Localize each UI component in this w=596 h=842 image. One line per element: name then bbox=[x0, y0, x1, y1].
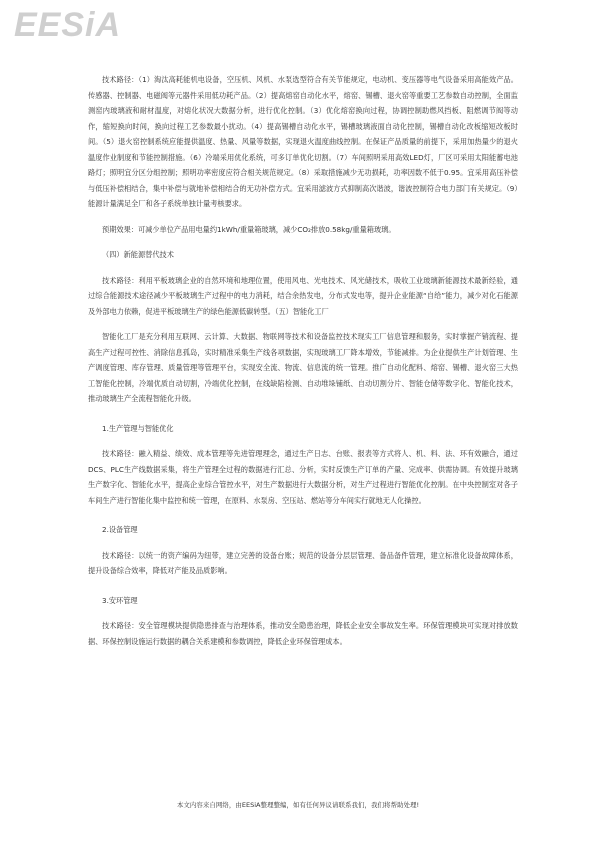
section-heading-new-energy: （四）新能源替代技术 bbox=[102, 250, 174, 259]
paragraph-production-management: 技术路径：融入精益、绩效、成本管理等先进管理理念，通过生产日志、台账、报表等方式将人、机、料、法、环有效融合，通过DCS、PLC生产线数据采集，将生产管理全过程的数据进行汇总、分析，实时反馈生产订单的产量、完成率、供需协调。有效提升玻璃生产数字化、智能化水平，提高企业综合管控水平，对生产数据进行大数据分析，对生产过程进行智能优化控制。在中央控制室对各子车间生产进行智能化集中监控和统一管理，在原料、水泵房、空压站、燃站等分车间实行就地无人化操控。 bbox=[88, 449, 518, 505]
paragraph-smart-factory: 智能化工厂是充分利用互联网、云计算、大数据、物联网等技术和设备监控技术现实工厂信息管理和服务，实时掌握产销流程、提高生产过程可控性、消除信息孤岛，实时精准采集生产线各项数据，实现玻璃工厂降本增效，节能减排。为企业提供生产计划管理、生产调度管理、库存管理、质量管理等管理平台，实现安全流、物流、信息流的统一管理。推广自动化配料、熔窑、锡槽、退火窑三大热工智能化控制，冷端优质自动切割，冷端优化控制，在线缺陷检测、自动堆垛铺纸、自动切割分片、智能仓储等数字化、智能化技术，推动玻璃生产全流程智能化升级。 bbox=[88, 332, 518, 403]
paragraph-expected-effect: 预期效果：可减少单位产品用电量约1kWh/重量箱玻璃，减少CO₂排放0.58kg/重量箱玻璃。 bbox=[102, 224, 396, 234]
section-heading-safety-environment: 3.安环管理 bbox=[102, 595, 138, 605]
paragraph-new-energy: 技术路径：利用平板玻璃企业的自然环境和地理位置，使用风电、光电技术、风光储技术，吸收工业玻璃新能源技术最新经验，通过综合能源技术途径减少平板玻璃生产过程中的电力消耗，结合余热发电，分布式发电等，提升企业能源“自给”能力，减少对化石能源及外部电力依赖，促进平板玻璃生产的绿色能源低碳转型。（五）智能化工厂 bbox=[88, 275, 518, 316]
paragraph-safety-environment: 技术路径：安全管理模块提供隐患排查与治理体系，推动安全隐患治理，降低企业安全事故发生率。环保管理模块可实现对排放数据、环保控制设施运行数据的耦合关系建模和参数调控，降低企业环保管理成本。 bbox=[88, 621, 518, 646]
eesia-logo: EESiA bbox=[14, 6, 122, 44]
footer-disclaimer: 本文内容来自网络，由EESiA整理整编，如有任何异议请联系我们，我们将帮助处理! bbox=[176, 801, 420, 809]
section-heading-production-management: 1.生产管理与智能优化 bbox=[102, 423, 174, 433]
section-heading-equipment-management: 2.设备管理 bbox=[102, 525, 138, 534]
paragraph-tech-path-electrical: 技术路径：（1）淘汰高耗能机电设备，空压机、风机、水泵选型符合有关节能规定，电动机、变压器等电气设备采用高能效产品。传感器、控制器、电磁阀等元器件采用低功耗产品。（2）提高熔窑自动化水平，熔窑、锡槽、退火窑等重要工艺参数自动控制，全面监测窑内玻璃液和耐材温度，对熔化状况大数据分析，进行优化控制。（3）优化熔窑换向过程，协调控制助燃风挡板、阻燃调节阀等动作，缩短换向时间，换向过程工艺参数最小扰动。（4）提高锡槽自动化水平，锡槽玻璃液面自动化控制，锡槽自动化改板缩短改板时间。（5）退火窑控制系统应能提供温度、热量、风量等数据，实现退火温度曲线控制。在保证产品质量的前提下，采用加热量少的退火温度作业制度和节能控制措施。（6）冷端采用优化系统，可多订单优化切割。（7）车间照明采用高效LED灯，厂区可采用太阳能蓄电池路灯；照明宜分区分组控制；照明功率密度应符合相关规范规定。（8）采取措施减少无功损耗，功率因数不低于0.95。宜采用高压补偿与低压补偿相结合，集中补偿与就地补偿相结合的无功补偿方式。宜采用滤波方式抑制高次谐波，谐波控制符合电力部门有关规定。（9）能源计量满足全厂和各子系统单独计量考核要求。 bbox=[88, 75, 518, 208]
document-body bbox=[88, 72, 518, 649]
paragraph-equipment-management: 技术路径：以统一的资产编码为纽带，建立完善的设备台账；规范的设备分层层管理、备品备件管理，建立标准化设备故障体系，提升设备综合效率，降低对产能及品质影响。 bbox=[88, 550, 518, 575]
